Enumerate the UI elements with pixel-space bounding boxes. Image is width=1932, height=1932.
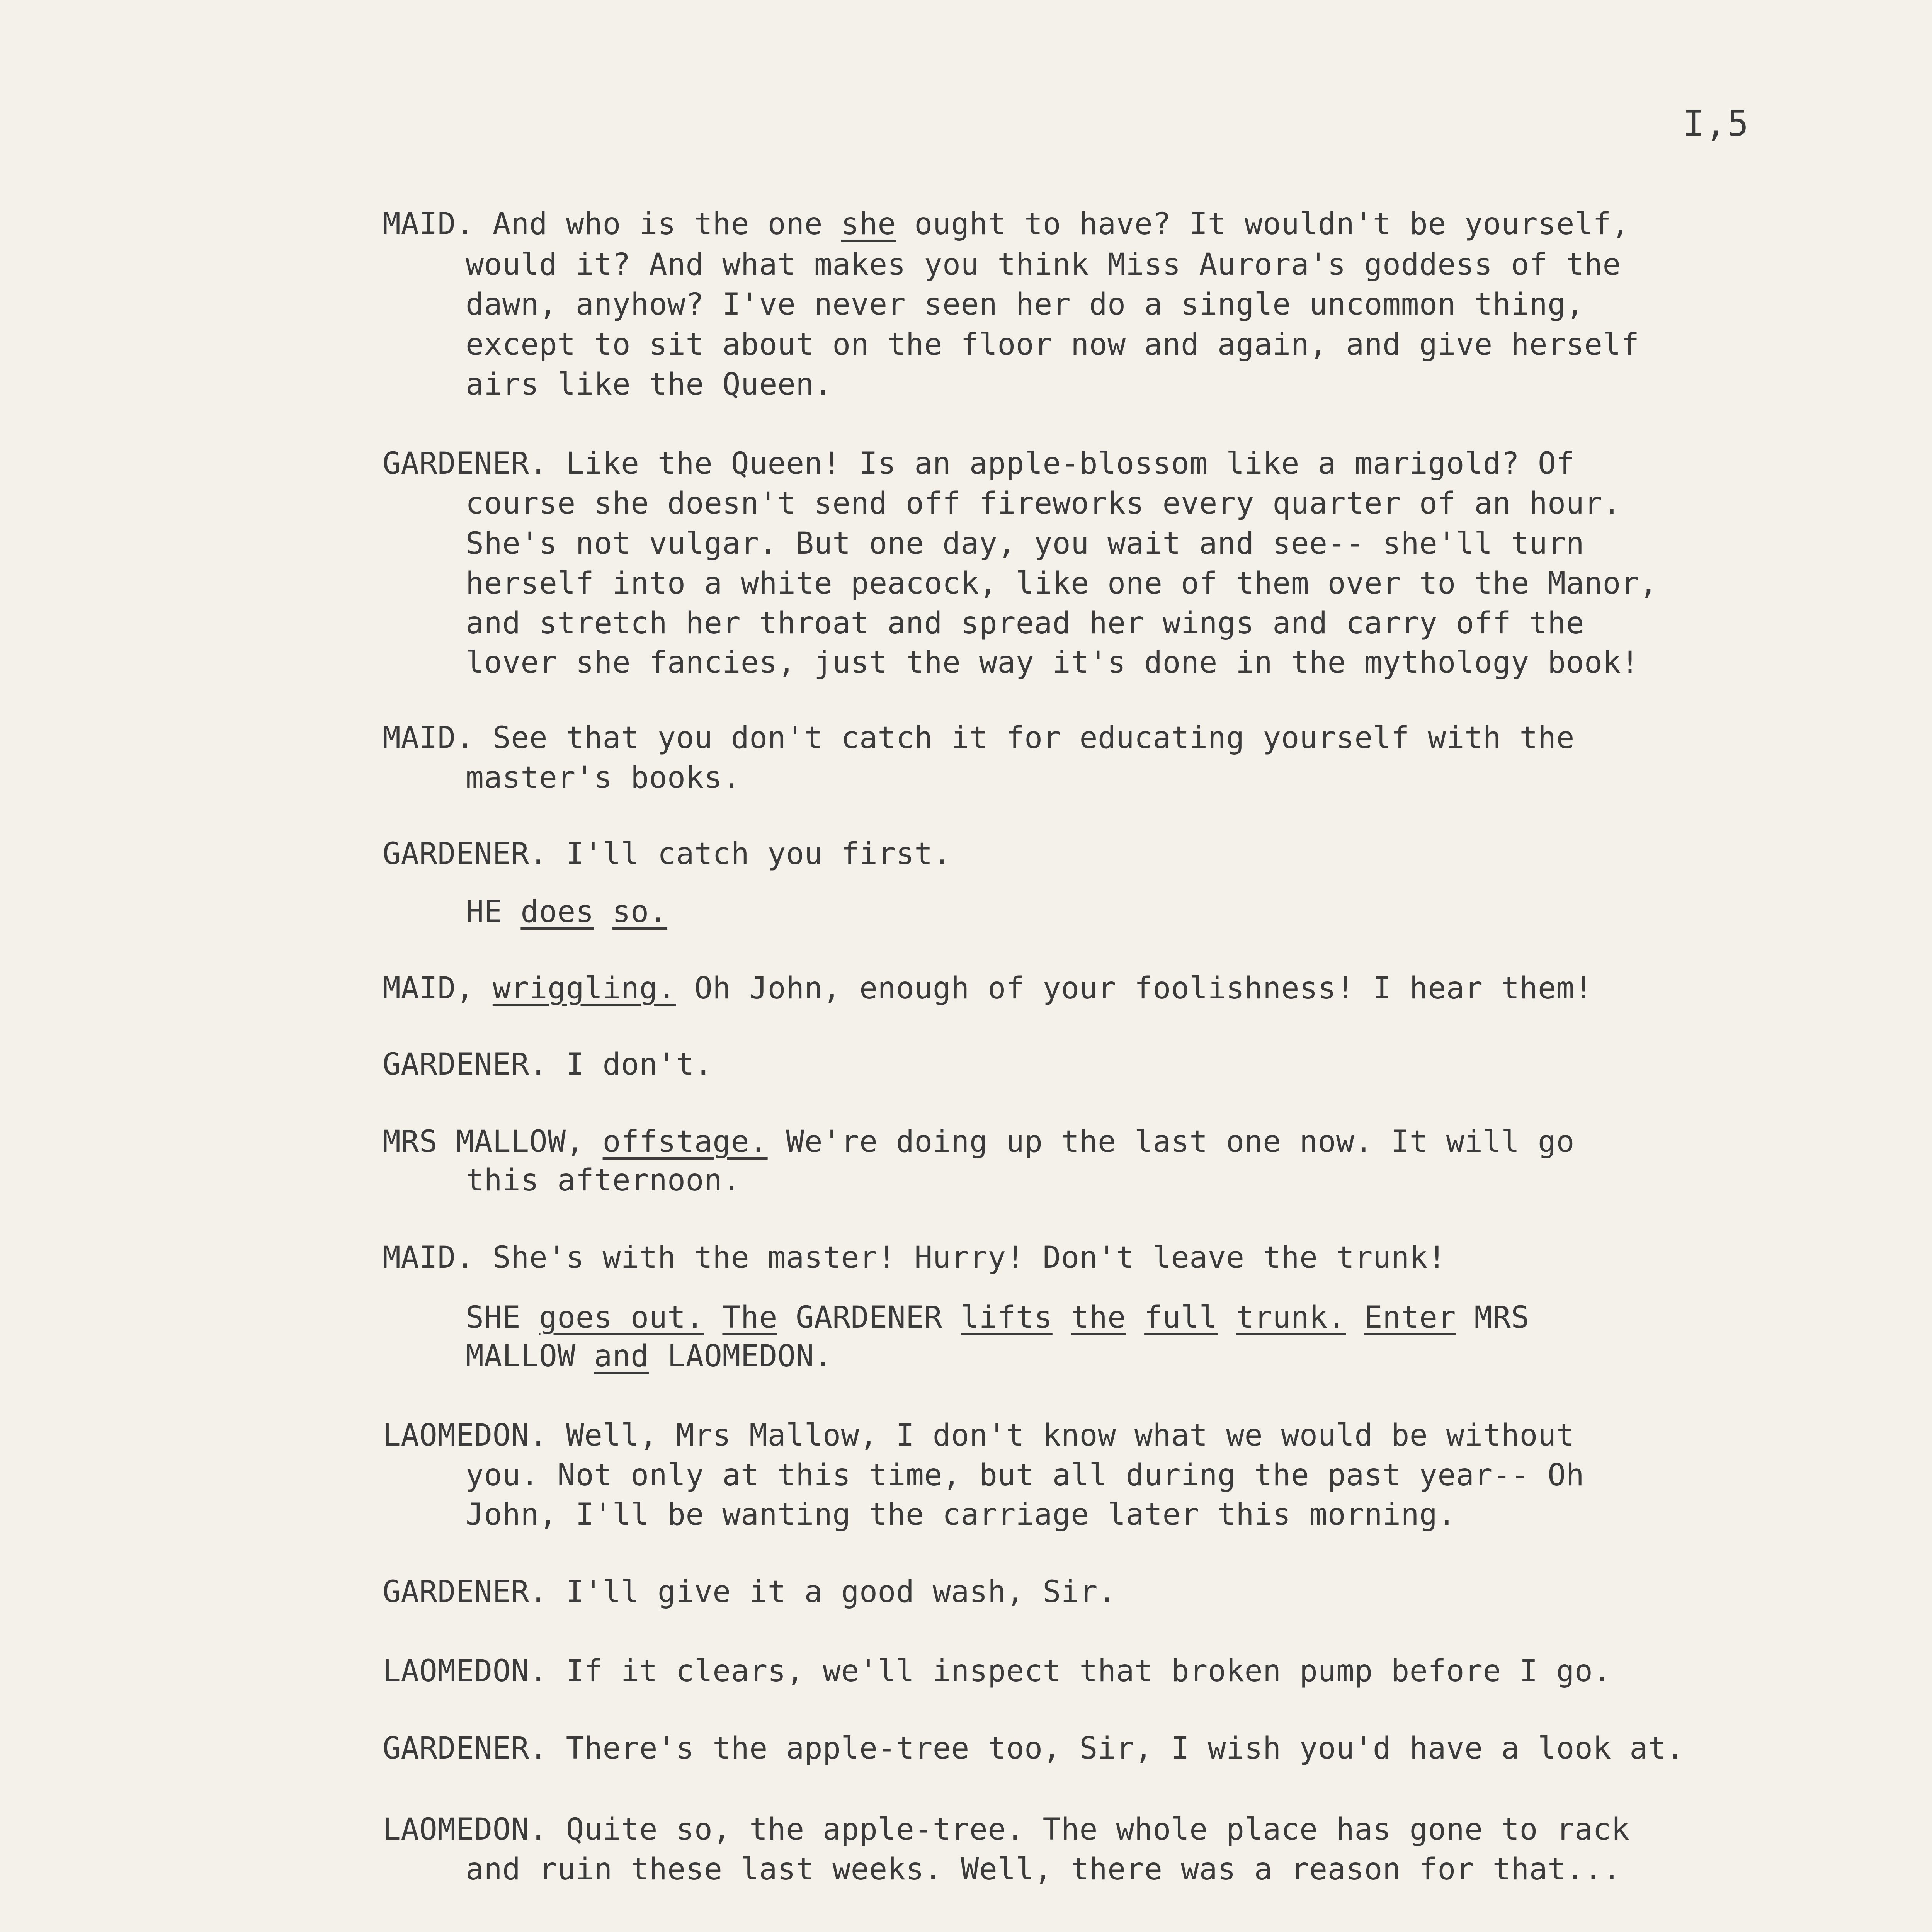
line-text: ought to have? It wouldn't be yourself, <box>896 207 1630 242</box>
line-text: MAID. And who is the one <box>383 207 841 242</box>
line-text: GARDENER. I'll catch you first. <box>383 837 951 871</box>
script-line <box>466 245 1621 284</box>
script-line <box>383 969 1593 1008</box>
script-line <box>383 835 951 873</box>
line-text: We're doing up the last one now. It will go <box>767 1124 1575 1159</box>
stage-direction-text: goes out. <box>539 1300 704 1335</box>
script-line <box>383 719 1575 757</box>
line-text: lover she fancies, just the way it's done in the mythology book! <box>466 645 1639 680</box>
line-text: this afternoon. <box>466 1163 741 1198</box>
line-text: GARDENER. Like the Queen! Is an apple-blossom like a marigold? Of <box>383 446 1575 481</box>
line-text: master's books. <box>466 760 741 795</box>
script-line <box>383 1652 1611 1690</box>
stage-direction-text: wriggling. <box>492 971 676 1006</box>
line-text: HE <box>466 895 521 929</box>
stage-direction-text: Enter <box>1364 1300 1456 1335</box>
line-text: MRS MALLOW, <box>383 1124 603 1159</box>
stage-direction-text: does <box>520 895 594 929</box>
stage-direction-text: she <box>841 207 896 242</box>
line-text: LAOMEDON. <box>649 1339 833 1374</box>
line-text: LAOMEDON. Well, Mrs Mallow, I don't know what we would be without <box>383 1418 1575 1453</box>
line-text: GARDENER. I don't. <box>383 1047 713 1082</box>
line-text: SHE <box>466 1300 539 1335</box>
line-text: MAID, <box>383 971 493 1006</box>
script-line <box>466 1161 741 1200</box>
line-text: and ruin these last weeks. Well, there was a reason for that... <box>466 1852 1621 1887</box>
script-line <box>466 1337 832 1376</box>
line-text: GARDENER. There's the apple-tree too, Sir, I wish you'd have a look at. <box>383 1731 1685 1766</box>
script-line <box>466 365 832 404</box>
page-number: I,5 <box>1683 103 1750 144</box>
line-text <box>704 1300 722 1335</box>
line-text: MRS <box>1456 1300 1529 1335</box>
line-text: MAID. She's with the master! Hurry! Don't leave the trunk! <box>383 1240 1446 1275</box>
line-text: except to sit about on the floor now and again, and give herself <box>466 327 1639 362</box>
line-text: Oh John, enough of your foolishness! I hear them! <box>676 971 1593 1006</box>
script-line <box>383 1045 713 1084</box>
script-line <box>466 524 1584 563</box>
stage-direction-text: so. <box>612 895 668 929</box>
stage-direction-text: and <box>594 1339 649 1374</box>
line-text <box>1126 1300 1144 1335</box>
script-line <box>466 759 741 797</box>
script-line <box>466 643 1639 682</box>
script-line <box>383 1122 1575 1161</box>
line-text: MALLOW <box>466 1339 594 1374</box>
script-line <box>466 1495 1456 1534</box>
script-line <box>383 444 1575 483</box>
script-line <box>466 1456 1584 1495</box>
script-line <box>466 285 1584 324</box>
line-text: and stretch her throat and spread her wings and carry off the <box>466 606 1585 641</box>
line-text: LAOMEDON. Quite so, the apple-tree. The whole place has gone to rack <box>383 1812 1630 1847</box>
stage-direction-text: lifts <box>961 1300 1053 1335</box>
line-text <box>1053 1300 1071 1335</box>
script-line <box>383 1416 1575 1455</box>
line-text: LAOMEDON. If it clears, we'll inspect that broken pump before I go. <box>383 1654 1611 1689</box>
script-line <box>383 1238 1446 1277</box>
script-line <box>466 484 1621 523</box>
line-text: MAID. See that you don't catch it for educating yourself with the <box>383 721 1575 755</box>
script-line <box>466 893 667 931</box>
line-text <box>594 895 612 929</box>
stage-direction-text: trunk. <box>1236 1300 1346 1335</box>
script-line <box>466 604 1584 643</box>
line-text: airs like the Queen. <box>466 367 833 402</box>
line-text: GARDENER. I'll give it a good wash, Sir. <box>383 1575 1116 1609</box>
script-line <box>466 564 1658 603</box>
script-line <box>466 325 1639 364</box>
stage-direction-text: the <box>1071 1300 1126 1335</box>
line-text <box>1346 1300 1364 1335</box>
line-text: you. Not only at this time, but all during the past year-- Oh <box>466 1458 1585 1493</box>
line-text <box>1218 1300 1236 1335</box>
script-line <box>383 1810 1629 1849</box>
script-line <box>466 1850 1621 1889</box>
line-text: would it? And what makes you think Miss Aurora's goddess of the <box>466 247 1621 282</box>
script-line <box>466 1298 1529 1337</box>
line-text: She's not vulgar. But one day, you wait and see-- she'll turn <box>466 526 1585 561</box>
line-text: dawn, anyhow? I've never seen her do a single uncommon thing, <box>466 287 1585 322</box>
line-text: John, I'll be wanting the carriage later this morning. <box>466 1497 1456 1532</box>
stage-direction-text: full <box>1144 1300 1218 1335</box>
line-text: herself into a white peacock, like one of them over to the Manor, <box>466 566 1658 601</box>
script-line <box>383 205 1629 243</box>
script-line <box>383 1729 1685 1768</box>
line-text: GARDENER <box>777 1300 961 1335</box>
script-line <box>383 1930 1299 1932</box>
stage-direction-text: offstage. <box>602 1124 768 1159</box>
script-line <box>383 1573 1116 1611</box>
stage-direction-text: The <box>722 1300 777 1335</box>
line-text: course she doesn't send off fireworks every quarter of an hour. <box>466 486 1621 521</box>
